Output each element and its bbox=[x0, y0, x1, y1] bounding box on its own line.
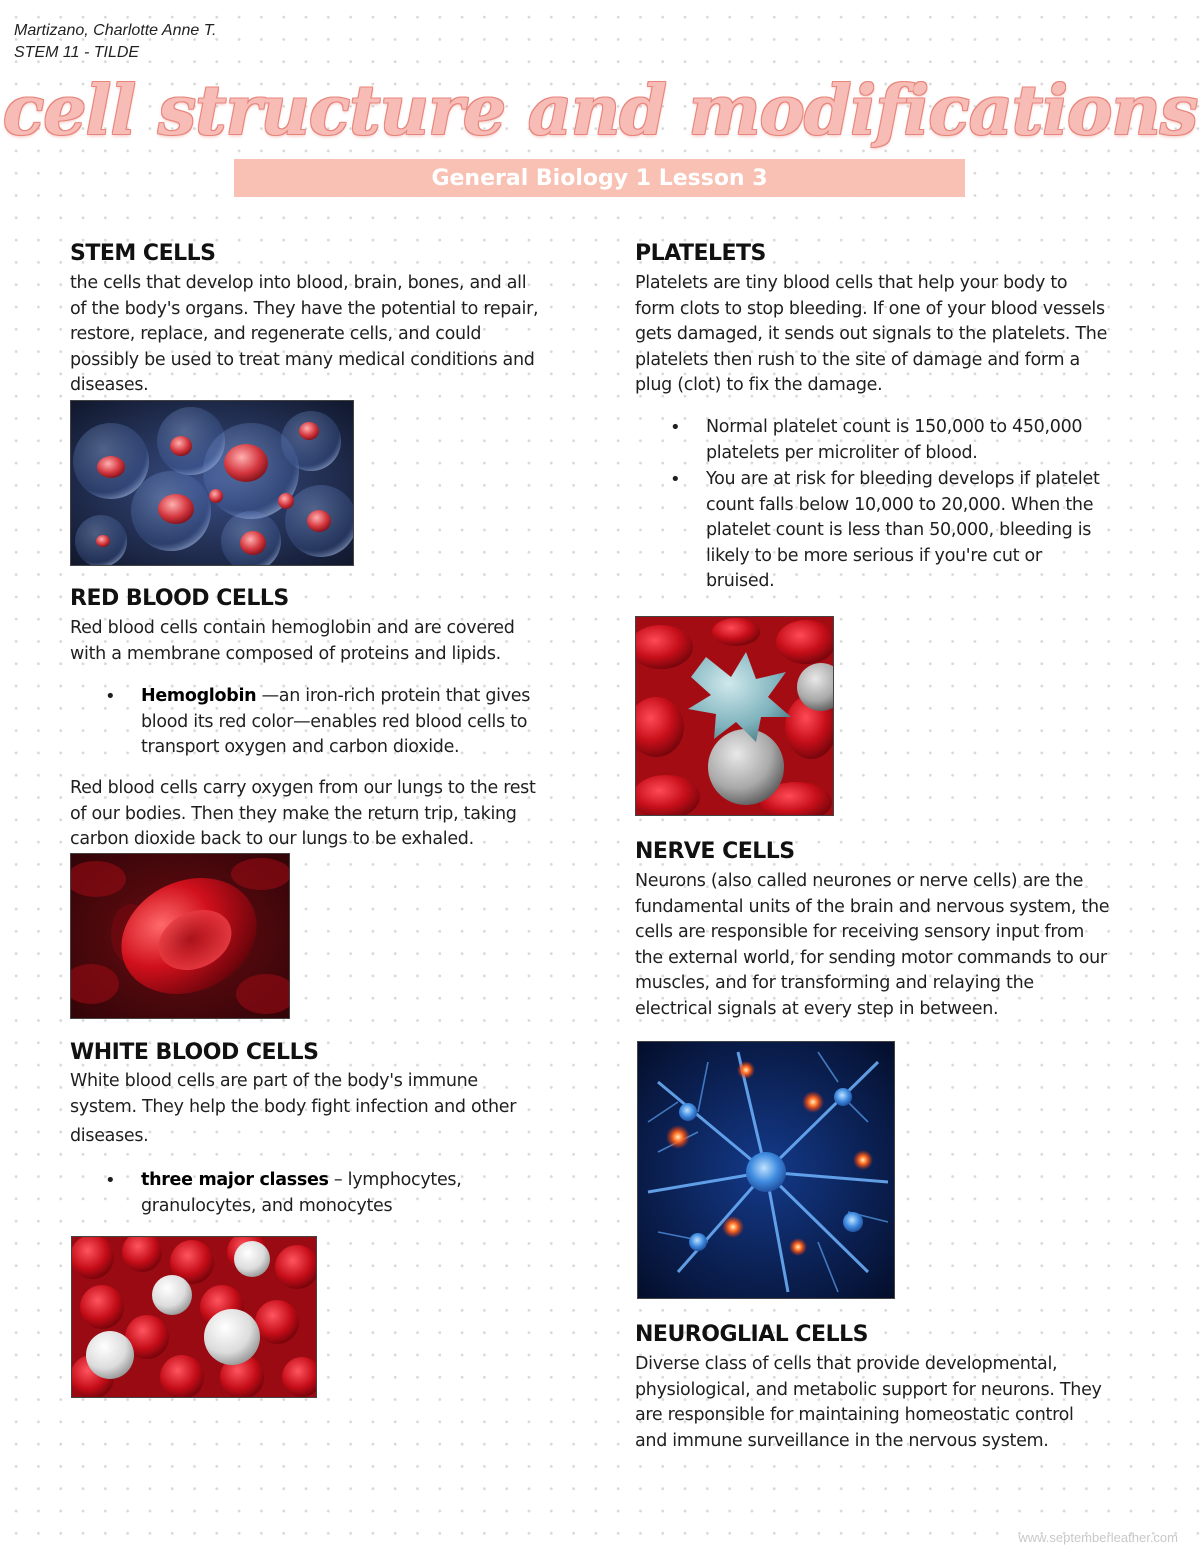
text-line: are responsible for maintaining homeostatic control bbox=[635, 1405, 1074, 1426]
bullet-line: count falls below 10,000 to 20,000. When the bbox=[706, 494, 1094, 515]
bullet-line: platelets per microliter of blood. bbox=[706, 442, 978, 463]
platelets-heading: PLATELETS bbox=[635, 241, 766, 266]
page-title: cell structure and modifications bbox=[2, 71, 1198, 151]
text-line: form clots to stop bleeding. If one of your blood vessels bbox=[635, 298, 1105, 319]
subtitle-banner: General Biology 1 Lesson 3 bbox=[234, 159, 965, 197]
stem-cells-text bbox=[70, 271, 538, 399]
nerve-cells-image bbox=[637, 1041, 895, 1299]
text-line: system. They help the body fight infection and other bbox=[70, 1096, 517, 1117]
author-name: Martizano, Charlotte Anne T. bbox=[14, 22, 217, 39]
neuroglial-cells-text bbox=[635, 1352, 1102, 1454]
text-line: gets damaged, it sends out signals to the platelets. The bbox=[635, 324, 1108, 345]
bullet-line: granulocytes, and monocytes bbox=[141, 1195, 393, 1216]
text-line: of the body's organs. They have the potential to repair, bbox=[70, 298, 539, 319]
white-blood-cells-text bbox=[70, 1069, 516, 1150]
text-line: Diverse class of cells that provide developmental, bbox=[635, 1354, 1058, 1374]
text-line: carbon dioxide back to our lungs to be exhaled. bbox=[70, 829, 474, 850]
bullet-line: platelet count is less than 50,000, bleeding is bbox=[706, 520, 1092, 541]
bullet-dot: • bbox=[105, 1170, 116, 1191]
footer-watermark: www.septemberleather.com bbox=[1018, 1530, 1178, 1545]
bullet-dot: • bbox=[670, 469, 681, 490]
bullet-line: bruised. bbox=[706, 571, 775, 592]
text-line: physiological, and metabolic support for neurons. They bbox=[635, 1379, 1102, 1400]
text-line: Red blood cells carry oxygen from our lungs to the rest bbox=[70, 778, 536, 798]
bullet-dot: • bbox=[670, 417, 681, 438]
bullet-first-line bbox=[141, 684, 530, 710]
author-block bbox=[14, 20, 216, 64]
text-line: restore, replace, and regenerate cells, and could bbox=[70, 324, 482, 345]
bullet-term: Hemoglobin bbox=[141, 686, 257, 706]
text-line: Neurons (also called neurones or nerve cells) are the bbox=[635, 871, 1084, 891]
bleeding-risk-bullet bbox=[670, 467, 1100, 595]
red-blood-cells-heading: RED BLOOD CELLS bbox=[70, 586, 289, 611]
major-classes-bullet bbox=[105, 1168, 462, 1219]
text-line: diseases. bbox=[70, 1126, 149, 1147]
text-line: fundamental units of the brain and nervous system, the bbox=[635, 896, 1110, 917]
bullet-dot: • bbox=[105, 686, 116, 707]
text-line: cells are responsible for receiving sensory input from bbox=[635, 922, 1084, 943]
text-line: White blood cells are part of the body's immune bbox=[70, 1071, 478, 1091]
red-blood-cell-image bbox=[70, 853, 290, 1019]
text-line: of our bodies. Then they make the return trip, taking bbox=[70, 803, 517, 824]
text-line: platelets then rush to the site of damage and form a bbox=[635, 349, 1080, 370]
bullet-text: – lymphocytes, bbox=[328, 1170, 462, 1190]
platelet-count-bullet bbox=[670, 415, 1083, 466]
bullet-line: blood its red color—enables red blood cells to bbox=[141, 711, 528, 732]
bullet-line: You are at risk for bleeding develops if platelet bbox=[706, 469, 1100, 489]
neuroglial-cells-heading: NEUROGLIAL CELLS bbox=[635, 1322, 868, 1347]
nerve-cells-text bbox=[635, 869, 1109, 1023]
text-line: Red blood cells contain hemoglobin and are covered bbox=[70, 618, 515, 638]
stem-cells-heading: STEM CELLS bbox=[70, 241, 216, 266]
text-line: Platelets are tiny blood cells that help your body to bbox=[635, 273, 1068, 293]
text-line: plug (clot) to fix the damage. bbox=[635, 375, 883, 396]
text-line: diseases. bbox=[70, 375, 149, 396]
nerve-cells-heading: NERVE CELLS bbox=[635, 839, 795, 864]
text-line: and immune surveillance in the nervous system. bbox=[635, 1430, 1049, 1451]
bullet-line: transport oxygen and carbon dioxide. bbox=[141, 737, 460, 758]
text-line: with a membrane composed of proteins and lipids. bbox=[70, 643, 501, 664]
bullet-first-line bbox=[141, 1168, 462, 1194]
text-line: the external world, for sending motor commands to our bbox=[635, 947, 1107, 968]
white-blood-cells-image bbox=[71, 1236, 317, 1398]
text-line: muscles, and for transforming and relaying the bbox=[635, 973, 1034, 994]
author-section: STEM 11 - TILDE bbox=[14, 44, 140, 61]
hemoglobin-bullet bbox=[105, 684, 531, 761]
bullet-line: likely to be more serious if you're cut or bbox=[706, 545, 1042, 566]
white-blood-cells-heading: WHITE BLOOD CELLS bbox=[70, 1040, 319, 1065]
red-blood-cells-text-2 bbox=[70, 776, 536, 853]
text-line: the cells that develop into blood, brain, bones, and all bbox=[70, 273, 527, 293]
platelets-text bbox=[635, 271, 1107, 399]
text-line: electrical signals at every step in between. bbox=[635, 998, 999, 1019]
bullet-term: three major classes bbox=[141, 1170, 329, 1190]
red-blood-cells-text bbox=[70, 616, 515, 667]
bullet-text: —an iron-rich protein that gives bbox=[256, 686, 531, 706]
stem-cells-image bbox=[70, 400, 354, 566]
bullet-line: Normal platelet count is 150,000 to 450,000 bbox=[706, 417, 1083, 437]
text-line: possibly be used to treat many medical conditions and bbox=[70, 349, 535, 370]
platelets-image bbox=[635, 616, 834, 816]
